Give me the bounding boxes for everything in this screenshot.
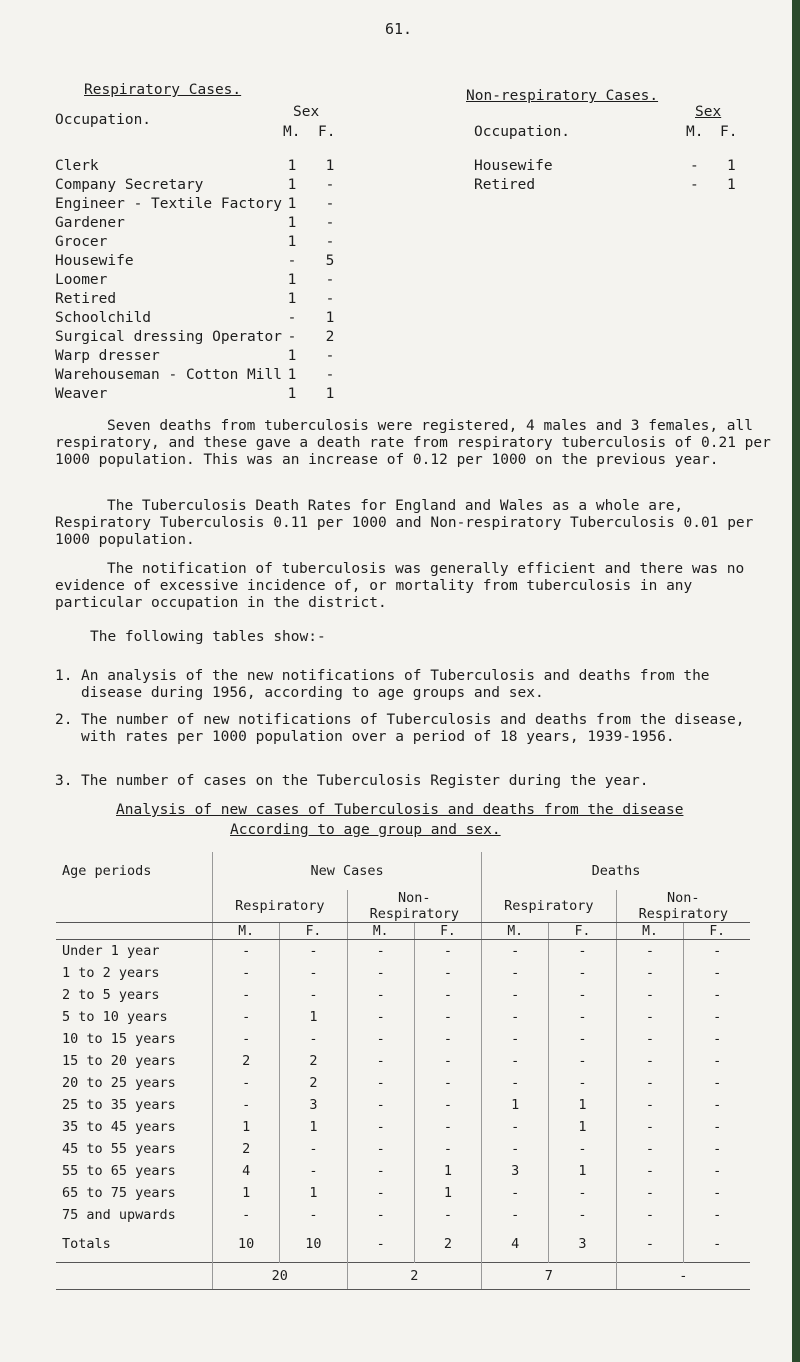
f-col: F. bbox=[684, 923, 750, 940]
value-cell: - bbox=[414, 1028, 481, 1050]
new-resp-header: Respiratory bbox=[213, 890, 348, 923]
value-cell: - bbox=[414, 1006, 481, 1028]
nonresp-occ-row: Retired bbox=[474, 177, 536, 193]
resp-occ-row: Clerk bbox=[55, 158, 99, 174]
page-number: 61. bbox=[385, 20, 413, 38]
nonresp-f-value: 1 bbox=[727, 158, 736, 174]
value-cell: - bbox=[482, 1028, 549, 1050]
resp-f-value: - bbox=[325, 234, 335, 250]
value-cell: - bbox=[347, 1160, 414, 1182]
age-period-cell: 35 to 45 years bbox=[62, 1119, 176, 1135]
value-cell: 1 bbox=[414, 1160, 481, 1182]
resp-m-value: 1 bbox=[287, 177, 297, 193]
table-subtitle: According to age group and sex. bbox=[230, 822, 501, 838]
list-number: 2. bbox=[55, 712, 73, 728]
value-cell: 2 bbox=[213, 1138, 280, 1160]
value-cell: - bbox=[684, 1204, 750, 1226]
total-cell: 4 bbox=[482, 1226, 549, 1263]
value-cell: - bbox=[616, 1028, 684, 1050]
value-cell: 3 bbox=[280, 1094, 347, 1116]
value-cell: - bbox=[280, 1204, 347, 1226]
m-col: M. bbox=[213, 923, 280, 940]
table-title: Analysis of new cases of Tuberculosis and deaths from the disease bbox=[116, 802, 684, 818]
resp-m-value: 1 bbox=[287, 158, 297, 174]
f-col: F. bbox=[549, 923, 616, 940]
value-cell: - bbox=[684, 1160, 750, 1182]
total-cell: 10 bbox=[280, 1226, 347, 1263]
list-item bbox=[55, 668, 775, 702]
value-cell: - bbox=[414, 940, 481, 963]
value-cell: 1 bbox=[280, 1006, 347, 1028]
value-cell: - bbox=[549, 940, 616, 963]
value-cell: - bbox=[616, 1182, 684, 1204]
value-cell: - bbox=[347, 940, 414, 963]
age-period-cell: 65 to 75 years bbox=[62, 1185, 176, 1201]
list-text: The number of new notifications of Tuberculosis and deaths from the disease, with rates per 1000 population over a period of 18 years, 1939-1956. bbox=[81, 712, 745, 745]
nonresp-occupation-label: Occupation. bbox=[474, 124, 571, 140]
value-cell: - bbox=[414, 1094, 481, 1116]
nonresp-prefix: Non- bbox=[398, 890, 431, 906]
age-period-cell: 75 and upwards bbox=[62, 1207, 176, 1223]
value-cell: - bbox=[280, 1138, 347, 1160]
resp-f-value: - bbox=[325, 348, 335, 364]
list-number: 3. bbox=[55, 773, 73, 789]
age-period-cell: 15 to 20 years bbox=[62, 1053, 176, 1069]
age-periods-header: Age periods bbox=[62, 863, 152, 879]
value-cell: - bbox=[684, 1006, 750, 1028]
death-nonresp-header bbox=[616, 890, 750, 923]
age-period-cell: 55 to 65 years bbox=[62, 1163, 176, 1179]
deaths-header: Deaths bbox=[482, 852, 750, 890]
value-cell: - bbox=[684, 1116, 750, 1138]
value-cell: - bbox=[347, 1072, 414, 1094]
value-cell: 1 bbox=[414, 1182, 481, 1204]
value-cell: - bbox=[549, 1182, 616, 1204]
f-col: F. bbox=[280, 923, 347, 940]
table-row bbox=[56, 1116, 750, 1138]
table-row bbox=[56, 1204, 750, 1226]
nonresp-f-label: F. bbox=[720, 124, 738, 140]
death-resp-header: Respiratory bbox=[482, 890, 617, 923]
value-cell: - bbox=[414, 962, 481, 984]
age-period-cell: 2 to 5 years bbox=[62, 987, 160, 1003]
table-row bbox=[56, 1028, 750, 1050]
grand-total-cell: 2 bbox=[347, 1263, 482, 1290]
value-cell: - bbox=[549, 984, 616, 1006]
paragraph-notification: The notification of tuberculosis was generally efficient and there was no evidence of excessive incidence of, or mortality from tuberculosis in any particular occupation in the district. bbox=[55, 561, 745, 611]
value-cell: 1 bbox=[549, 1116, 616, 1138]
resp-f-label: F. bbox=[318, 124, 336, 140]
resp-m-value: 1 bbox=[287, 367, 297, 383]
value-cell: - bbox=[347, 1138, 414, 1160]
resp-m-value: - bbox=[287, 310, 297, 326]
value-cell: - bbox=[684, 1050, 750, 1072]
value-cell: - bbox=[482, 1072, 549, 1094]
value-cell: - bbox=[347, 1116, 414, 1138]
value-cell: 3 bbox=[482, 1160, 549, 1182]
totals-row bbox=[56, 1226, 750, 1263]
grand-total-cell: - bbox=[616, 1263, 750, 1290]
value-cell: - bbox=[616, 1094, 684, 1116]
resp-m-value: 1 bbox=[287, 215, 297, 231]
paragraph-rates: The Tuberculosis Death Rates for England and Wales as a whole are, Respiratory Tuberculosis 0.11 per 1000 and Non-respiratory Tuberculosis 0.01 per 1000 population. bbox=[55, 498, 754, 548]
non-respiratory-heading: Non-respiratory Cases. bbox=[466, 88, 659, 104]
resp-occ-row: Company Secretary bbox=[55, 177, 204, 193]
resp-occ-row: Weaver bbox=[55, 386, 108, 402]
list-item bbox=[55, 712, 775, 746]
value-cell: - bbox=[482, 984, 549, 1006]
value-cell: - bbox=[482, 1006, 549, 1028]
totals-label: Totals bbox=[62, 1236, 111, 1252]
value-cell: - bbox=[414, 1072, 481, 1094]
value-cell: - bbox=[414, 984, 481, 1006]
resp-m-value: 1 bbox=[287, 196, 297, 212]
total-cell: 3 bbox=[549, 1226, 616, 1263]
table-row bbox=[56, 1138, 750, 1160]
value-cell: - bbox=[213, 1204, 280, 1226]
table-row bbox=[56, 1072, 750, 1094]
value-cell: - bbox=[414, 1138, 481, 1160]
value-cell: - bbox=[549, 1028, 616, 1050]
resp-f-value: 1 bbox=[325, 158, 335, 174]
age-period-cell: Under 1 year bbox=[62, 943, 160, 959]
resp-occ-row: Housewife bbox=[55, 253, 134, 269]
value-cell: 4 bbox=[213, 1160, 280, 1182]
paragraph-tables-show: The following tables show:- bbox=[90, 629, 326, 645]
resp-f-value: - bbox=[325, 196, 335, 212]
grand-total-cell: 20 bbox=[213, 1263, 348, 1290]
table-subheader-row bbox=[56, 890, 750, 923]
resp-f-value: - bbox=[325, 291, 335, 307]
resp-sex-label: Sex bbox=[293, 104, 320, 120]
value-cell: 2 bbox=[280, 1072, 347, 1094]
resp-f-value: 1 bbox=[325, 386, 335, 402]
value-cell: 1 bbox=[213, 1116, 280, 1138]
page-edge-shadow bbox=[792, 0, 800, 1362]
resp-m-value: - bbox=[287, 329, 297, 345]
resp-m-value: - bbox=[287, 253, 297, 269]
list-number: 1. bbox=[55, 668, 73, 684]
table-row bbox=[56, 962, 750, 984]
value-cell: - bbox=[213, 1072, 280, 1094]
nonresp-prefix: Non- bbox=[667, 890, 700, 906]
value-cell: - bbox=[616, 984, 684, 1006]
value-cell: - bbox=[616, 1138, 684, 1160]
table-row bbox=[56, 984, 750, 1006]
resp-occ-row: Warehouseman - Cotton Mill bbox=[55, 367, 282, 383]
value-cell: - bbox=[347, 984, 414, 1006]
value-cell: - bbox=[414, 1116, 481, 1138]
value-cell: - bbox=[616, 940, 684, 963]
resp-f-value: - bbox=[325, 177, 335, 193]
age-period-cell: 5 to 10 years bbox=[62, 1009, 168, 1025]
value-cell: 1 bbox=[482, 1094, 549, 1116]
value-cell: - bbox=[616, 1006, 684, 1028]
resp-occupation-label: Occupation. bbox=[55, 112, 152, 128]
total-cell: - bbox=[347, 1226, 414, 1263]
table-row bbox=[56, 1050, 750, 1072]
new-cases-header: New Cases bbox=[213, 852, 482, 890]
nonresp-sex-label: Sex bbox=[695, 104, 722, 120]
value-cell: - bbox=[347, 1204, 414, 1226]
respiratory-heading: Respiratory Cases. bbox=[84, 82, 242, 98]
age-period-cell: 45 to 55 years bbox=[62, 1141, 176, 1157]
value-cell: - bbox=[482, 1138, 549, 1160]
value-cell: 1 bbox=[549, 1160, 616, 1182]
table-row bbox=[56, 940, 750, 963]
resp-f-value: 5 bbox=[325, 253, 335, 269]
resp-occ-row: Gardener bbox=[55, 215, 125, 231]
value-cell: - bbox=[684, 1072, 750, 1094]
value-cell: - bbox=[347, 1094, 414, 1116]
value-cell: - bbox=[213, 1006, 280, 1028]
value-cell: - bbox=[482, 940, 549, 963]
value-cell: 1 bbox=[280, 1182, 347, 1204]
value-cell: - bbox=[684, 1094, 750, 1116]
nonresp-m-value: - bbox=[690, 177, 699, 193]
m-col: M. bbox=[616, 923, 684, 940]
value-cell: - bbox=[684, 1182, 750, 1204]
value-cell: - bbox=[280, 1160, 347, 1182]
value-cell: 2 bbox=[280, 1050, 347, 1072]
value-cell: - bbox=[549, 1204, 616, 1226]
list-text: The number of cases on the Tuberculosis Register during the year. bbox=[81, 773, 649, 789]
table-header-row bbox=[56, 852, 750, 890]
value-cell: - bbox=[684, 1028, 750, 1050]
grand-total-row bbox=[56, 1263, 750, 1290]
nonresp-suffix: Respiratory bbox=[638, 906, 728, 922]
resp-f-value: 2 bbox=[325, 329, 335, 345]
resp-occ-row: Retired bbox=[55, 291, 117, 307]
value-cell: - bbox=[414, 1204, 481, 1226]
total-cell: 2 bbox=[414, 1226, 481, 1263]
paragraph-deaths: Seven deaths from tuberculosis were registered, 4 males and 3 females, all respiratory, and these gave a death rate from respiratory tuberculosis of 0.21 per 1000 population. This was an increase of 0.12 per 1000 on the previous year. bbox=[55, 418, 771, 468]
value-cell: - bbox=[280, 940, 347, 963]
list-item bbox=[55, 773, 775, 790]
f-col: F. bbox=[414, 923, 481, 940]
value-cell: - bbox=[347, 1050, 414, 1072]
value-cell: - bbox=[616, 1204, 684, 1226]
table-row bbox=[56, 1094, 750, 1116]
value-cell: - bbox=[213, 1028, 280, 1050]
value-cell: - bbox=[347, 1028, 414, 1050]
nonresp-occ-row: Housewife bbox=[474, 158, 553, 174]
value-cell: 1 bbox=[280, 1116, 347, 1138]
value-cell: 1 bbox=[549, 1094, 616, 1116]
value-cell: - bbox=[213, 984, 280, 1006]
m-col: M. bbox=[482, 923, 549, 940]
value-cell: - bbox=[549, 1072, 616, 1094]
m-col: M. bbox=[347, 923, 414, 940]
total-cell: - bbox=[684, 1226, 750, 1263]
resp-m-value: 1 bbox=[287, 234, 297, 250]
nonresp-f-value: 1 bbox=[727, 177, 736, 193]
value-cell: - bbox=[347, 1182, 414, 1204]
value-cell: - bbox=[280, 962, 347, 984]
resp-occ-row: Grocer bbox=[55, 234, 108, 250]
resp-m-value: 1 bbox=[287, 348, 297, 364]
value-cell: - bbox=[616, 1116, 684, 1138]
table-sex-row bbox=[56, 923, 750, 940]
value-cell: - bbox=[616, 1050, 684, 1072]
value-cell: - bbox=[280, 984, 347, 1006]
total-cell: 10 bbox=[213, 1226, 280, 1263]
value-cell: - bbox=[684, 940, 750, 963]
grand-total-cell: 7 bbox=[482, 1263, 617, 1290]
value-cell: 2 bbox=[213, 1050, 280, 1072]
value-cell: 1 bbox=[213, 1182, 280, 1204]
value-cell: - bbox=[482, 1204, 549, 1226]
resp-m-value: 1 bbox=[287, 291, 297, 307]
table-row bbox=[56, 1160, 750, 1182]
value-cell: - bbox=[482, 1182, 549, 1204]
nonresp-suffix: Respiratory bbox=[369, 906, 459, 922]
resp-m-value: 1 bbox=[287, 386, 297, 402]
value-cell: - bbox=[684, 1138, 750, 1160]
age-period-cell: 10 to 15 years bbox=[62, 1031, 176, 1047]
total-cell: - bbox=[616, 1226, 684, 1263]
age-period-cell: 1 to 2 years bbox=[62, 965, 160, 981]
value-cell: - bbox=[482, 1050, 549, 1072]
value-cell: - bbox=[280, 1028, 347, 1050]
resp-f-value: 1 bbox=[325, 310, 335, 326]
value-cell: - bbox=[347, 1006, 414, 1028]
value-cell: - bbox=[414, 1050, 481, 1072]
table-body bbox=[56, 940, 750, 1227]
value-cell: - bbox=[684, 962, 750, 984]
value-cell: - bbox=[549, 1006, 616, 1028]
resp-occ-row: Surgical dressing Operator bbox=[55, 329, 282, 345]
value-cell: - bbox=[549, 1050, 616, 1072]
value-cell: - bbox=[213, 1094, 280, 1116]
resp-m-value: 1 bbox=[287, 272, 297, 288]
table-row bbox=[56, 1006, 750, 1028]
value-cell: - bbox=[482, 1116, 549, 1138]
value-cell: - bbox=[213, 940, 280, 963]
resp-f-value: - bbox=[325, 272, 335, 288]
resp-m-label: M. bbox=[283, 124, 301, 140]
value-cell: - bbox=[482, 962, 549, 984]
value-cell: - bbox=[684, 984, 750, 1006]
value-cell: - bbox=[616, 1160, 684, 1182]
value-cell: - bbox=[347, 962, 414, 984]
value-cell: - bbox=[616, 962, 684, 984]
tuberculosis-age-table bbox=[56, 852, 750, 1290]
age-period-cell: 20 to 25 years bbox=[62, 1075, 176, 1091]
value-cell: - bbox=[549, 962, 616, 984]
new-nonresp-header bbox=[347, 890, 482, 923]
value-cell: - bbox=[549, 1138, 616, 1160]
resp-f-value: - bbox=[325, 367, 335, 383]
nonresp-m-label: M. bbox=[686, 124, 704, 140]
list-text: An analysis of the new notifications of Tuberculosis and deaths from the disease during 1956, according to age groups and sex. bbox=[81, 668, 710, 701]
resp-occ-row: Schoolchild bbox=[55, 310, 152, 326]
table-row bbox=[56, 1182, 750, 1204]
value-cell: - bbox=[213, 962, 280, 984]
resp-occ-row: Warp dresser bbox=[55, 348, 160, 364]
age-period-cell: 25 to 35 years bbox=[62, 1097, 176, 1113]
nonresp-m-value: - bbox=[690, 158, 699, 174]
resp-occ-row: Loomer bbox=[55, 272, 108, 288]
resp-f-value: - bbox=[325, 215, 335, 231]
value-cell: - bbox=[616, 1072, 684, 1094]
resp-occ-row: Engineer - Textile Factory bbox=[55, 196, 282, 212]
